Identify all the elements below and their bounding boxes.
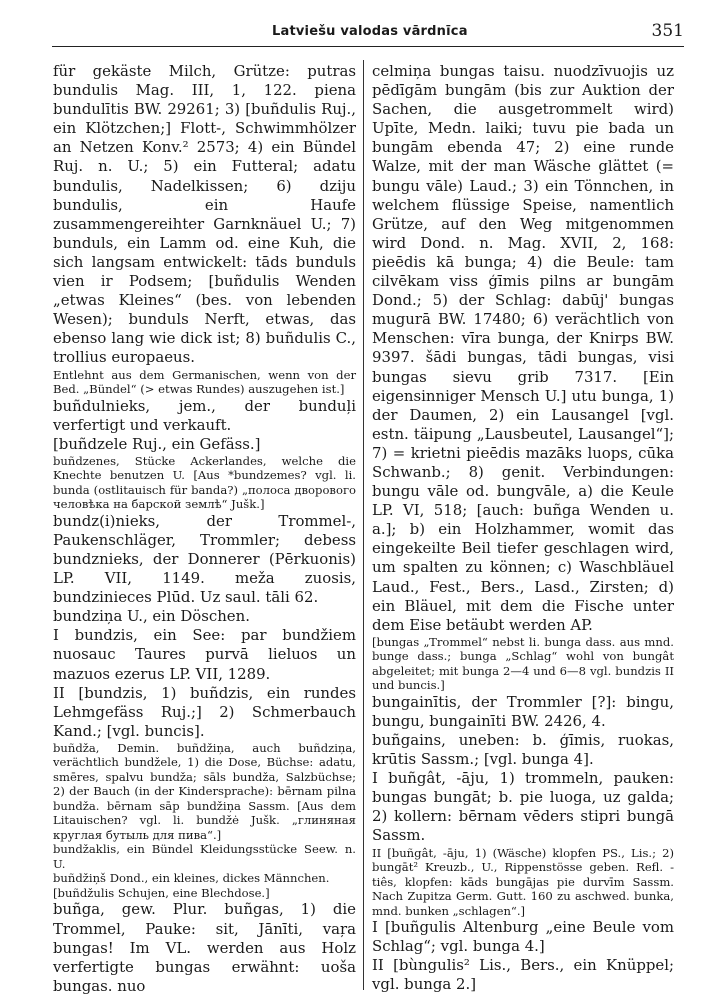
entry-bungat-1: I buñgât, -āju, 1) trommeln, pauken: bungas bungāt; b. pie luoga, uz galda; 2) kollern: bērnam vēders stipri bungā Sassm.: [372, 769, 674, 845]
entry-bungains: buñgains, uneben: b. ģīmis, ruokas, krūtis Sassm.; [vgl. bunga 4].: [372, 731, 674, 769]
entry-bundulis-continued: für gekäste Milch, Grütze: putras bundulis Mag. III, 1, 122. piena bundulītis BW. 29261; 3) [buñdulis Ruj., ein Klötzchen;] Flott-, Schwimmhölzer an Netzen Konv.² 2573; 4) ein Bündel Ruj. n. U.; 5) ein Futteral; adatu bundulis, Nadelkissen; 6) dziju bundulis, ein Haufe zusammengereihter Garnknäuel U.; 7) bunduls, ein Lamm od. eine Kuh, die sich langsam entwickelt: tāds bunduls vien ir Podsem; [buñdulis Wenden „etwas Kleines“ (bes. von lebenden Wesen); bunduls Nerft, etwas, das ebenso lang wie dick ist; 8) buñdulis C., trollius europaeus.: [53, 62, 356, 367]
entry-bundzis-1: I bundzis, ein See: par bundžiem nuosauc Taures purvā lieluos un mazuos ezerus LP. VII, 1289.: [53, 626, 356, 683]
entry-bundzis-2: II [bundzis, 1) buñdzis, ein rundes Lehmgefäss Ruj.;] 2) Schmerbauch Kand.; [vgl. buncis].: [53, 683, 356, 740]
running-header-title: Latviešu valodas vārdnīca: [272, 24, 468, 39]
right-column: [372, 62, 674, 994]
header-rule: [52, 46, 684, 47]
entry-bundzenes: buñdzenes, Stücke Ackerlandes, welche die Knechte benutzen U. [Aus *bundzemes? vgl. li. bunda (ostlitauisch für banda?) „полоса дворового человѣка на барской землѣ“ Jušk.]: [53, 453, 356, 512]
page-number: 351: [651, 21, 684, 41]
entry-bundzina: bundziņa U., ein Döschen.: [53, 607, 250, 626]
entry-bunga-continued: celmiņa bungas taisu. nuodzīvuojis uz pēdīgām bungām (bis zur Auktion der Sachen, die ausgetrommelt wird) Upīte, Medn. laiki; tuvu pie bada un bungām ebenda 47; 2) eine runde Walze, mit der man Wäsche glättet (= bungu vāle) Laud.; 3) ein Tönnchen, in welchem flüssige Speise, namentlich Grütze, auf den Weg mitgenommen wird Dond. n. Mag. XVII, 2, 168: pieēdis kā bunga; 4) die Beule: tam cilvēkam viss ģīmis pilns ar bungām Dond.; 5) der Schlag: dabūj' bungas mugurā BW. 17480; 6) verächtlich von Menschen: vīra bunga, der Knirps BW. 9397. šādi bungas, tādi bungas, visi bungas sievu grib 7317. [Ein eigensinniger Mensch U.] utu bunga, 1) der Daumen, 2) ein Lausangel [vgl. estn. täipung „Lausbeutel, Lausangel“]; 7) = krietni pieēdis mazāks luops, cūka Schwanb.; 8) genit. Verbindungen: bungu vāle od. bungvāle, a) die Keule LP. VI, 518; [auch: buñga Wenden u. a.]; b) ein Holzhammer, womit das eingekeilte Beil tiefer geschlagen wird, um spalten zu können; c) Waschbläuel Laud., Fest., Bers., Lasd., Zirsten; d) ein Bläuel, mit dem die Fische unter dem Eise betäubt werden AP.: [372, 62, 674, 634]
entry-bundzaklis: bundžaklis, ein Bündel Kleidungsstücke Seew. n. U.: [53, 842, 356, 871]
column-divider: [363, 60, 364, 990]
etymology-note-bunga: [bungas „Trommel“ nebst li. bunga dass. aus mnd. bunge dass.; bunga „Schlag“ wohl von bungât abgeleitet; mit bunga 2—4 und 6—8 vgl. bundzis II und buncis.]: [372, 634, 674, 693]
entry-bungainitis: bungainītis, der Trommler [?]: bingu, bungu, bungainīti BW. 2426, 4.: [372, 692, 674, 730]
entry-bunga: buñga, gew. Plur. buñgas, 1) die Trommel, Pauke: sit, Jānīti, vaŗa bungas! Im VL. werden aus Holz verfertigte bungas erwähnt: uoša bungas. nuo: [53, 900, 356, 995]
entry-bungulis-2: II [bùngulis² Lis., Bers., ein Knüppel; vgl. bunga 2.]: [372, 956, 674, 994]
entry-bundzinieks: bundz(i)nieks, der Trommel-, Paukenschläger, Trommler; debess bundznieks, der Donnerer (Pērkuonis) LP. VII, 1149. meža zuosis, bundzinieces Plūd. Uz saul. tāli 62.: [53, 511, 356, 607]
entry-bundza: buñdža, Demin. buñdžiņa, auch buñdziņa, verächtlich bundžele, 1) die Dose, Büchse: adatu, smēres, spalvu bundža; sāls bundža, Salzbüchse; 2) der Bauch (in der Kindersprache): bērnam pilna bundža. bērnam sāp bundžiņa Sassm. [Aus dem Litauischen? vgl. li. bundžė Jušk. „глиняная круглая бутыль для пива“.]: [53, 740, 356, 842]
entry-bungat-2: II [buñgât, -āju, 1) (Wäsche) klopfen PS., Lis.; 2) bungāt² Kreuzb., U., Rippenstösse geben. Refl. -tiês, klopfen: kāds bungājas pie durvīm Sassm. Nach Zupitza Germ. Gutt. 160 zu aschwed. bunka, mnd. bunken „schlagen“.]: [372, 845, 674, 918]
entry-bundulnieks: buñdulnieks, jem., der bunduļi verfertigt und verkauft.: [53, 396, 356, 434]
left-column: [53, 62, 356, 996]
entry-bundzulis: [buñdžulis Schujen, eine Blechdose.]: [53, 885, 270, 900]
entry-bundzele: [buñdzele Ruj., ein Gefäss.]: [53, 434, 261, 453]
entry-bundzins: buñdžiņš Dond., ein kleines, dickes Männchen.: [53, 871, 330, 886]
entry-bungulis-1: I [buñgulis Altenburg „eine Beule vom Schlag“; vgl. bunga 4.]: [372, 918, 674, 956]
etymology-note-bundulis: Entlehnt aus dem Germanischen, wenn von der Bed. „Bündel“ (> etwas Rundes) auszugehen ist.]: [53, 367, 356, 396]
